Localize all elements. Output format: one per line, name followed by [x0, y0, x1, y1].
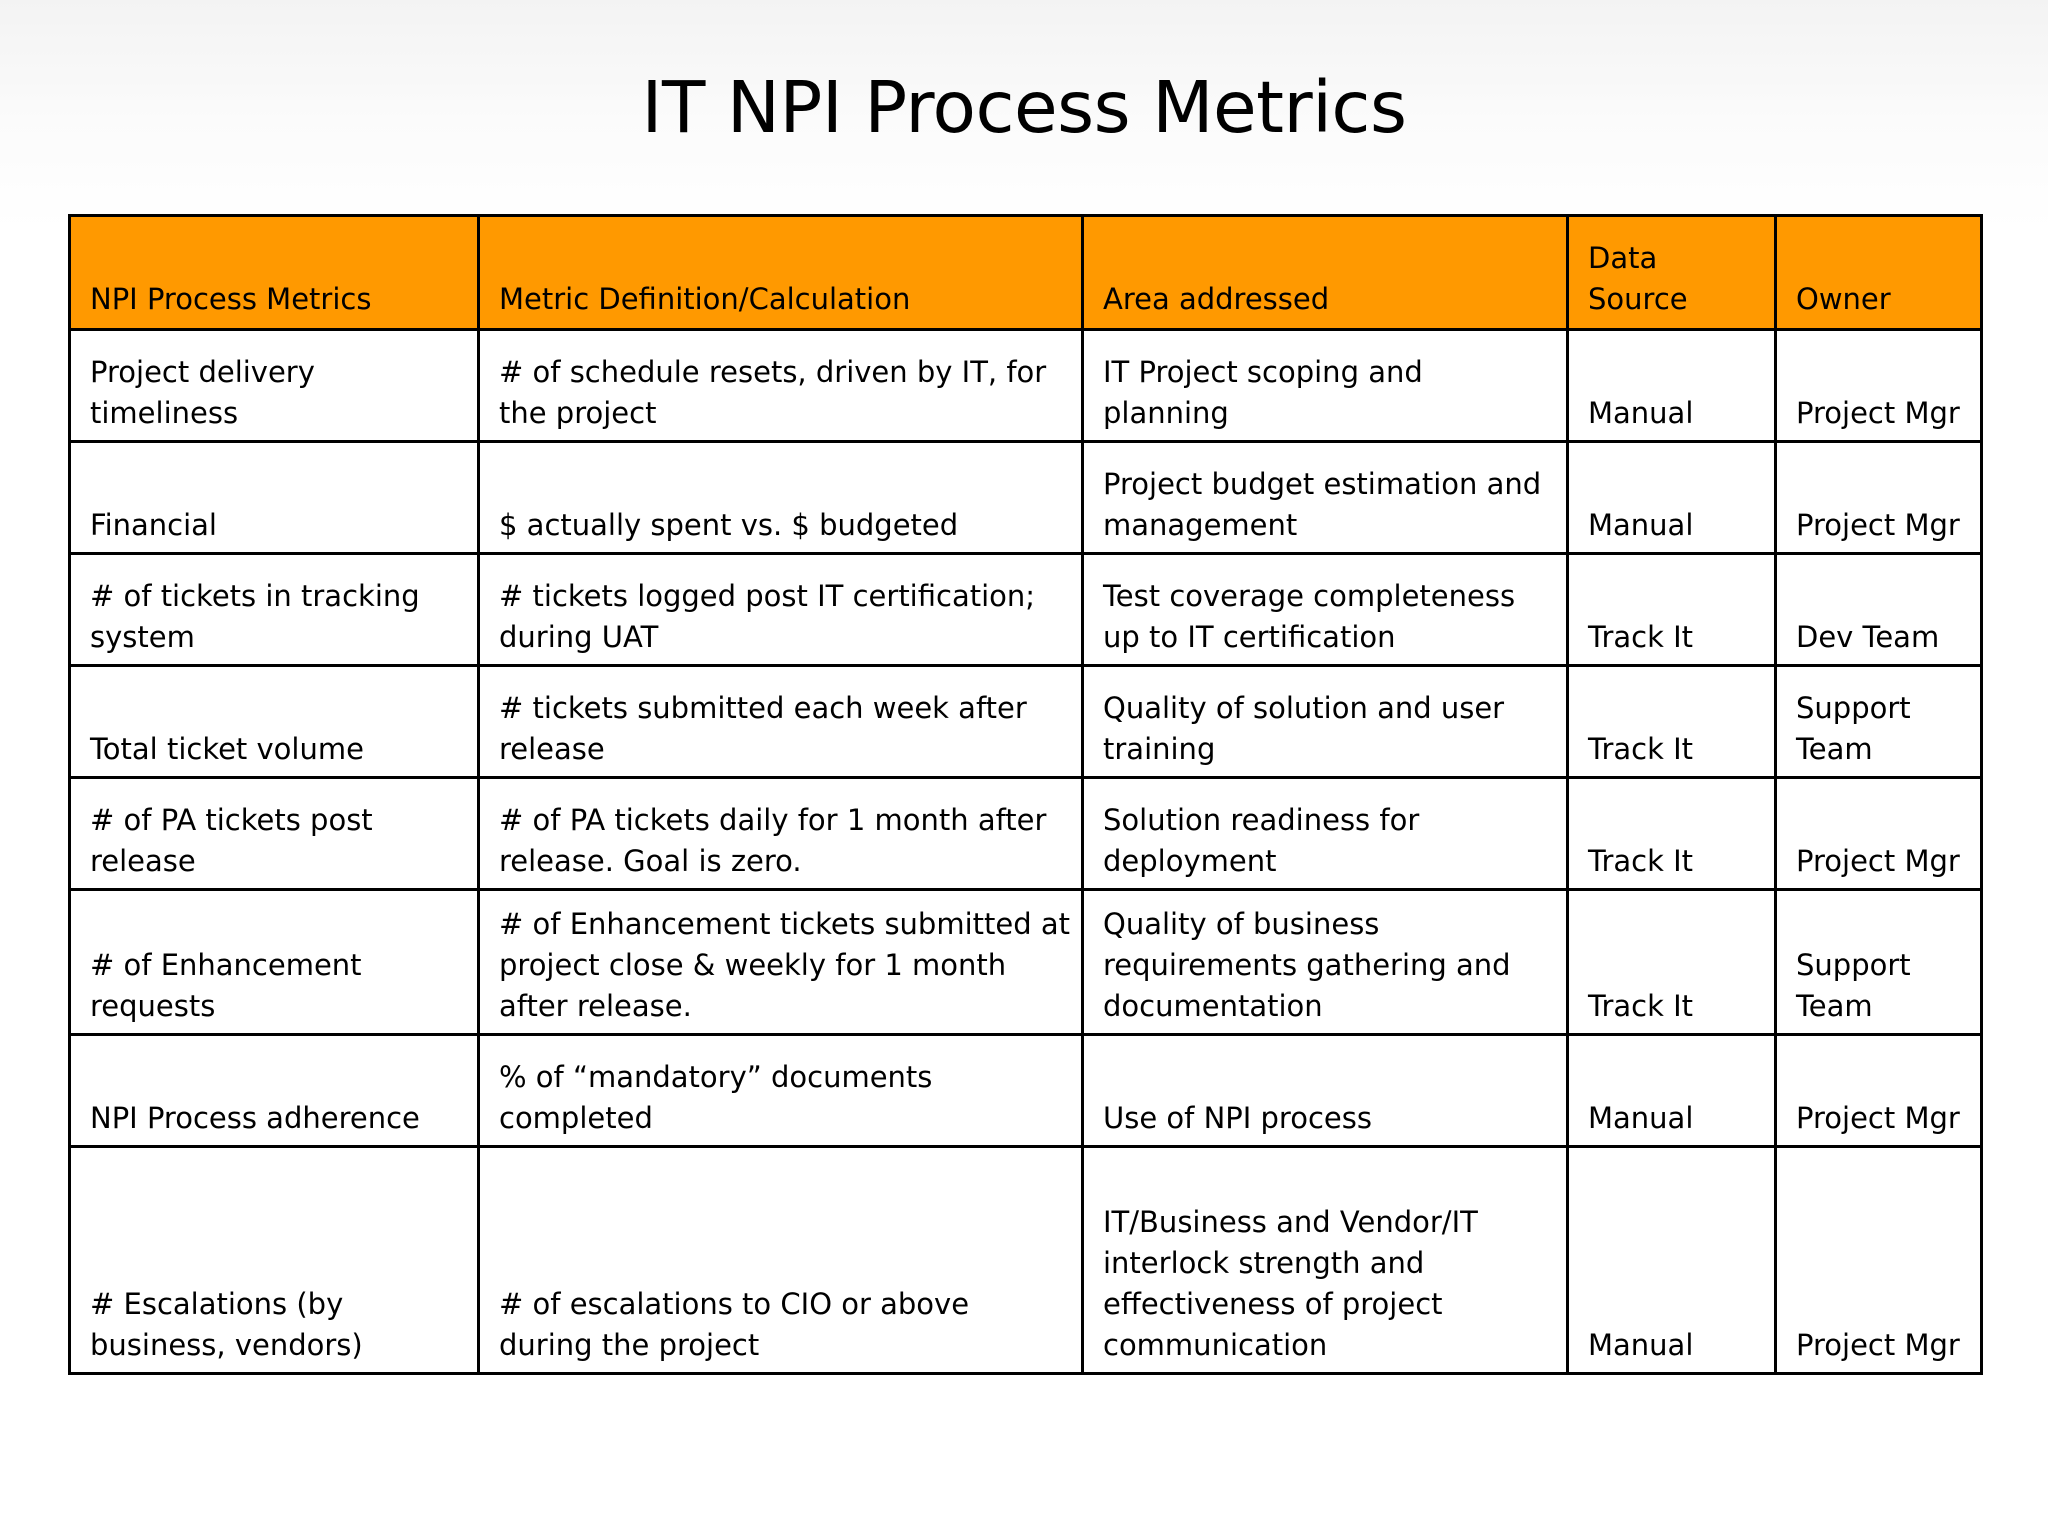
- cell-definition: # of PA tickets daily for 1 month after release. Goal is zero.: [479, 778, 1083, 890]
- cell-data-source: Manual: [1568, 1035, 1776, 1147]
- cell-definition: $ actually spent vs. $ budgeted: [479, 442, 1083, 554]
- cell-data-source: Manual: [1568, 330, 1776, 442]
- cell-area: IT Project scoping and planning: [1083, 330, 1568, 442]
- cell-area: Project budget estimation and management: [1083, 442, 1568, 554]
- table-row: [70, 778, 1982, 890]
- table-row: [70, 554, 1982, 666]
- table-row: [70, 1147, 1982, 1374]
- cell-definition: % of “mandatory” documents completed: [479, 1035, 1083, 1147]
- cell-metric: # Escalations (by business, vendors): [70, 1147, 479, 1374]
- cell-owner: Support Team: [1776, 890, 1982, 1035]
- table-row: [70, 890, 1982, 1035]
- cell-area: Test coverage completeness up to IT certification: [1083, 554, 1568, 666]
- header-area-addressed: Area addressed: [1083, 216, 1568, 330]
- cell-area: Solution readiness for deployment: [1083, 778, 1568, 890]
- table-header-row: [70, 216, 1982, 330]
- cell-area: Quality of business requirements gathering and documentation: [1083, 890, 1568, 1035]
- cell-definition: # tickets submitted each week after release: [479, 666, 1083, 778]
- cell-data-source: Track It: [1568, 778, 1776, 890]
- header-metric-definition: Metric Definition/Calculation: [479, 216, 1083, 330]
- cell-area: Use of NPI process: [1083, 1035, 1568, 1147]
- cell-owner: Project Mgr: [1776, 442, 1982, 554]
- cell-area: IT/Business and Vendor/IT interlock strength and effectiveness of project communication: [1083, 1147, 1568, 1374]
- cell-data-source: Track It: [1568, 554, 1776, 666]
- cell-definition: # of Enhancement tickets submitted at project close & weekly for 1 month after release.: [479, 890, 1083, 1035]
- cell-data-source: Manual: [1568, 442, 1776, 554]
- cell-owner: Dev Team: [1776, 554, 1982, 666]
- header-npi-process-metrics: NPI Process Metrics: [70, 216, 479, 330]
- cell-data-source: Track It: [1568, 666, 1776, 778]
- metrics-table: [68, 214, 1983, 1375]
- cell-metric: Financial: [70, 442, 479, 554]
- cell-area: Quality of solution and user training: [1083, 666, 1568, 778]
- cell-owner: Project Mgr: [1776, 1035, 1982, 1147]
- page-title: IT NPI Process Metrics: [641, 66, 1407, 149]
- cell-metric: Project delivery timeliness: [70, 330, 479, 442]
- header-data-source: Data Source: [1568, 216, 1776, 330]
- cell-owner: Support Team: [1776, 666, 1982, 778]
- cell-metric: NPI Process adherence: [70, 1035, 479, 1147]
- cell-definition: # of schedule resets, driven by IT, for the project: [479, 330, 1083, 442]
- table-row: [70, 442, 1982, 554]
- cell-metric: # of PA tickets post release: [70, 778, 479, 890]
- cell-data-source: Manual: [1568, 1147, 1776, 1374]
- cell-data-source: Track It: [1568, 890, 1776, 1035]
- cell-metric: # of Enhancement requests: [70, 890, 479, 1035]
- cell-definition: # tickets logged post IT certification; during UAT: [479, 554, 1083, 666]
- header-owner: Owner: [1776, 216, 1982, 330]
- table-row: [70, 330, 1982, 442]
- cell-owner: Project Mgr: [1776, 778, 1982, 890]
- cell-owner: Project Mgr: [1776, 1147, 1982, 1374]
- cell-metric: # of tickets in tracking system: [70, 554, 479, 666]
- table-row: [70, 666, 1982, 778]
- cell-definition: # of escalations to CIO or above during the project: [479, 1147, 1083, 1374]
- cell-owner: Project Mgr: [1776, 330, 1982, 442]
- cell-metric: Total ticket volume: [70, 666, 479, 778]
- table-row: [70, 1035, 1982, 1147]
